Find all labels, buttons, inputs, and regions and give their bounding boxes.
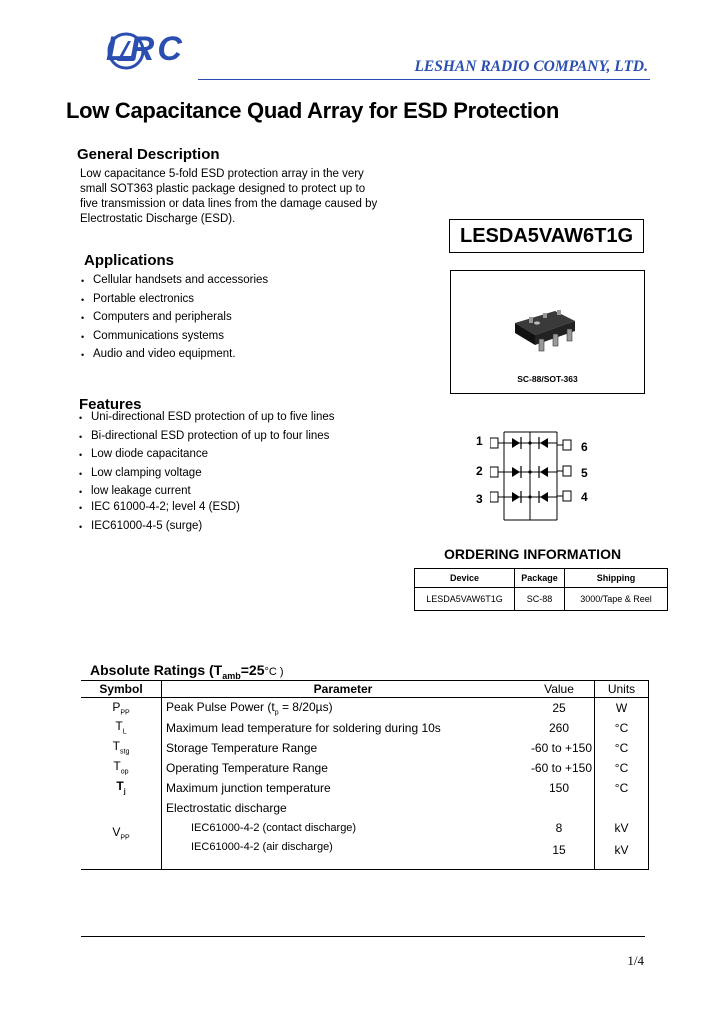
- unit-cell: °C: [595, 758, 649, 778]
- features-list: [79, 411, 335, 539]
- ratings-heading-unit: °C ): [264, 666, 284, 678]
- general-description-text: [80, 167, 377, 227]
- symbol-cell: [81, 718, 162, 738]
- description-line: five transmission or data lines from the damage caused by: [80, 198, 378, 210]
- applications-heading: Applications: [84, 252, 175, 269]
- table-header-row: [415, 569, 668, 588]
- pin-4-label: 4: [581, 490, 588, 504]
- symbol-sub: op: [120, 768, 129, 776]
- ratings-heading: [90, 662, 284, 681]
- list-item: • Portable electronics: [81, 293, 268, 312]
- ratings-heading-sub: amb: [222, 670, 241, 681]
- package-image-box: [450, 270, 645, 394]
- parameter-cell: Storage Temperature Range: [162, 738, 525, 758]
- general-description-heading: General Description: [77, 146, 220, 163]
- value-cell: 25: [552, 700, 566, 715]
- unit-cell: °C: [595, 778, 649, 798]
- parameter-cell: Operating Temperature Range: [162, 758, 525, 778]
- parameter-cell: IEC61000-4-2 (air discharge): [162, 839, 525, 870]
- table-row: [81, 839, 649, 870]
- symbol: T: [112, 739, 120, 754]
- table-cell: SC-88: [515, 588, 565, 611]
- parameter-sub: p: [274, 708, 279, 716]
- applications-list: [81, 274, 268, 367]
- list-item: • Communications systems: [81, 330, 268, 349]
- table-header-row: [81, 681, 649, 698]
- table-row: [81, 738, 649, 758]
- company-name: LESHAN RADIO COMPANY, LTD.: [414, 58, 648, 75]
- value-cell: 8: [555, 821, 563, 835]
- table-row: [415, 588, 668, 611]
- part-number: LESDA5VAW6T1G: [449, 219, 644, 253]
- page-number: 1/4: [627, 953, 644, 968]
- symbol: P: [112, 699, 121, 714]
- table-row: [81, 758, 649, 778]
- symbol: T: [113, 759, 121, 774]
- symbol-cell: [81, 798, 162, 870]
- symbol-sub: L: [122, 728, 127, 736]
- parameter: Peak Pulse Power (t: [166, 699, 275, 714]
- value-cell: 15: [524, 839, 595, 870]
- ordering-heading: ORDERING INFORMATION: [444, 546, 622, 562]
- list-item: • Low diode capacitance: [79, 448, 335, 467]
- pin-3-label: 3: [476, 492, 483, 506]
- symbol-sub: PP: [120, 708, 130, 716]
- table-row: [81, 718, 649, 738]
- footer-divider: [81, 936, 645, 937]
- value-cell: -60 to +150: [530, 740, 592, 755]
- parameter-cell: Maximum lead temperature for soldering during 10s: [162, 718, 525, 738]
- table-cell: 3000/Tape & Reel: [565, 588, 668, 611]
- symbol: T: [116, 779, 124, 794]
- description-line: Low capacitance 5-fold ESD protection array in the very: [80, 168, 364, 180]
- description-line: small SOT363 plastic package designed to protect up to: [80, 183, 366, 195]
- column-header: Parameter: [162, 681, 525, 698]
- symbol: V: [112, 825, 121, 840]
- ordering-table: [414, 568, 668, 611]
- features-heading: Features: [79, 396, 142, 413]
- list-item: • Uni-directional ESD protection of up to five lines: [79, 411, 335, 430]
- column-header: Symbol: [81, 681, 162, 698]
- table-cell: LESDA5VAW6T1G: [415, 588, 515, 611]
- unit-cell: °C: [595, 718, 649, 738]
- parameter-cell: Maximum junction temperature: [162, 778, 525, 798]
- list-item: • IEC 61000-4-2; level 4 (ESD): [79, 501, 335, 520]
- esd-circuit-diagram: [490, 428, 580, 524]
- parameter-cell: [162, 698, 525, 718]
- symbol-cell: [81, 698, 162, 718]
- package-label: SC-88/SOT-363: [517, 374, 578, 384]
- list-item: • Low clamping voltage: [79, 467, 335, 486]
- page-title: Low Capacitance Quad Array for ESD Protection: [66, 98, 560, 123]
- table-row: [81, 798, 649, 818]
- ratings-table: [81, 680, 649, 870]
- symbol-cell: [81, 778, 162, 798]
- parameter-cell: IEC61000-4-2 (contact discharge): [162, 818, 525, 839]
- pin-2-label: 2: [476, 464, 483, 478]
- symbol-sub: PP: [120, 834, 130, 842]
- list-item: • Audio and video equipment.: [81, 348, 268, 367]
- value-cell: 260: [548, 720, 570, 735]
- column-header: Value: [524, 681, 595, 698]
- symbol-cell: [81, 758, 162, 778]
- list-item: • Bi-directional ESD protection of up to four lines: [79, 430, 335, 449]
- list-item: • IEC61000-4-5 (surge): [79, 520, 335, 539]
- parameter-end: = 8/20µs): [278, 699, 333, 714]
- symbol-sub: j: [123, 788, 126, 796]
- value-cell: [524, 798, 595, 818]
- unit-cell: °C: [595, 738, 649, 758]
- symbol: T: [115, 719, 123, 734]
- parameter-cell: Electrostatic discharge: [162, 798, 525, 818]
- symbol-sub: stg: [120, 748, 130, 756]
- list-item: • Computers and peripherals: [81, 311, 268, 330]
- list-item: • low leakage current: [79, 485, 335, 501]
- ratings-heading-main: Absolute Ratings (T: [90, 662, 223, 678]
- unit-cell: kV: [595, 839, 649, 870]
- pin-6-label: 6: [581, 440, 588, 454]
- list-item: • Cellular handsets and accessories: [81, 274, 268, 293]
- table-row: [81, 778, 649, 798]
- column-header: Units: [595, 681, 649, 698]
- package-icon: [509, 297, 589, 357]
- column-header: Package: [515, 569, 565, 588]
- pin-1-label: 1: [476, 434, 483, 448]
- pin-5-label: 5: [581, 466, 588, 480]
- table-row: [81, 818, 649, 839]
- symbol-cell: [81, 738, 162, 758]
- column-header: Shipping: [565, 569, 668, 588]
- unit-cell: W: [595, 698, 649, 718]
- unit-cell: kV: [595, 818, 649, 839]
- logo-text: LRC: [106, 30, 185, 68]
- value-cell: -60 to +150: [530, 760, 592, 775]
- unit-cell: [595, 798, 649, 818]
- header-divider: [198, 79, 650, 80]
- value-cell: 150: [548, 780, 570, 795]
- table-row: [81, 698, 649, 718]
- ratings-heading-end: =25: [240, 662, 265, 678]
- column-header: Device: [415, 569, 515, 588]
- description-line: Electrostatic Discharge (ESD).: [80, 213, 236, 225]
